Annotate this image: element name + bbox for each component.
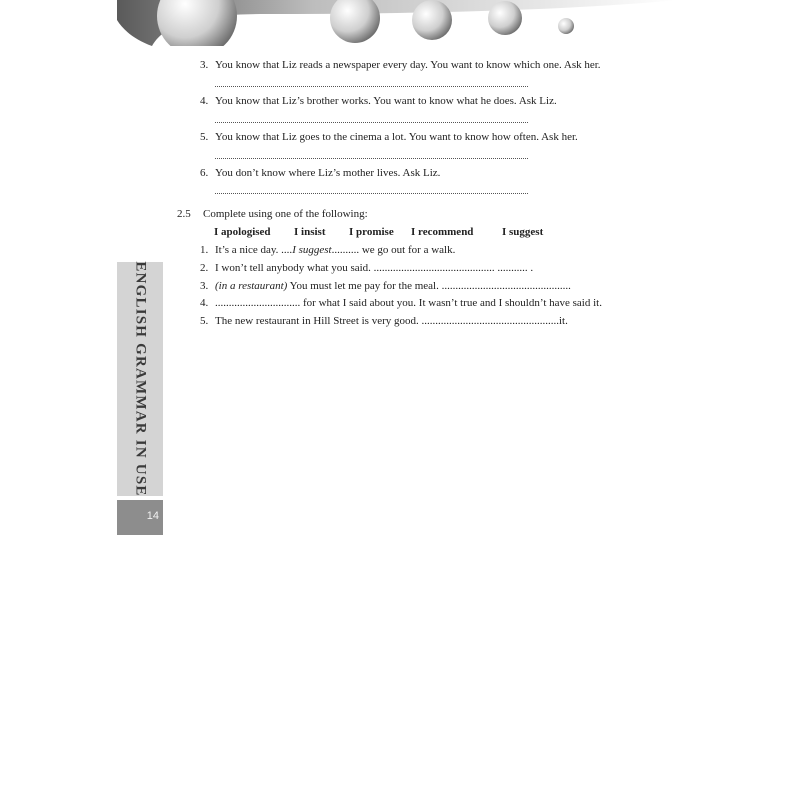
question-text: You know that Liz reads a newspaper every day. You want to know which one. Ask her. xyxy=(215,59,601,71)
item-number: 2. xyxy=(200,262,209,274)
header-decoration xyxy=(117,0,677,46)
option-phrase: I insist xyxy=(294,226,326,238)
page-number: 14 xyxy=(146,510,159,522)
question-item xyxy=(200,167,440,179)
sphere-decoration xyxy=(330,0,380,43)
item-text: You must let me pay for the meal. ............................................... xyxy=(287,280,571,292)
question-text: You don’t know where Liz’s mother lives. Ask Liz. xyxy=(215,167,441,179)
book-title-text: ENGLISH GRAMMAR IN USE xyxy=(132,261,149,497)
sphere-decoration xyxy=(412,0,452,40)
question-item xyxy=(200,59,601,71)
question-number: 5. xyxy=(200,131,209,143)
item-number: 5. xyxy=(200,315,209,327)
answer-line[interactable] xyxy=(215,86,528,87)
sphere-decoration xyxy=(558,18,574,34)
question-text: You know that Liz goes to the cinema a lot. You want to know how often. Ask her. xyxy=(215,131,578,143)
question-number: 3. xyxy=(200,59,209,71)
item-number: 1. xyxy=(200,244,209,256)
option-phrase: I promise xyxy=(349,226,394,238)
question-number: 6. xyxy=(200,167,209,179)
question-number: 4. xyxy=(200,95,209,107)
item-text-end: .......... we go out for a walk. xyxy=(331,244,456,256)
item-text: I won’t tell anybody what you said. ............................................ ........... . xyxy=(215,262,534,274)
answer-line[interactable] xyxy=(215,193,528,194)
sphere-decoration xyxy=(488,1,522,35)
context-note: (in a restaurant) xyxy=(215,280,288,292)
exercise-item xyxy=(200,315,568,327)
question-item xyxy=(200,95,557,107)
example-answer: I suggest xyxy=(292,244,332,256)
item-number: 4. xyxy=(200,297,209,309)
sphere-decoration xyxy=(157,0,237,46)
question-text: You know that Liz’s brother works. You want to know what he does. Ask Liz. xyxy=(215,95,557,107)
option-phrase: I recommend xyxy=(411,226,474,238)
exercise-item xyxy=(200,280,571,292)
exercise-number: 2.5 xyxy=(177,208,191,220)
item-text: ............................... for what I said about you. It wasn’t true and I shouldn’t have said it. xyxy=(215,297,602,309)
item-text: The new restaurant in Hill Street is very good. ..................................................it. xyxy=(215,315,568,327)
exercise-item xyxy=(200,262,533,274)
answer-line[interactable] xyxy=(215,158,528,159)
question-item xyxy=(200,131,578,143)
page-number-box xyxy=(117,500,163,535)
item-number: 3. xyxy=(200,280,209,292)
answer-line[interactable] xyxy=(215,122,528,123)
option-phrase: I suggest xyxy=(502,226,544,238)
sidebar-book-title xyxy=(117,262,163,496)
exercise-item xyxy=(200,297,602,309)
item-text-start: It’s a nice day. .... xyxy=(215,244,293,256)
exercise-item xyxy=(200,244,455,256)
option-phrase: I apologised xyxy=(214,226,271,238)
exercise-instruction: Complete using one of the following: xyxy=(203,208,368,220)
